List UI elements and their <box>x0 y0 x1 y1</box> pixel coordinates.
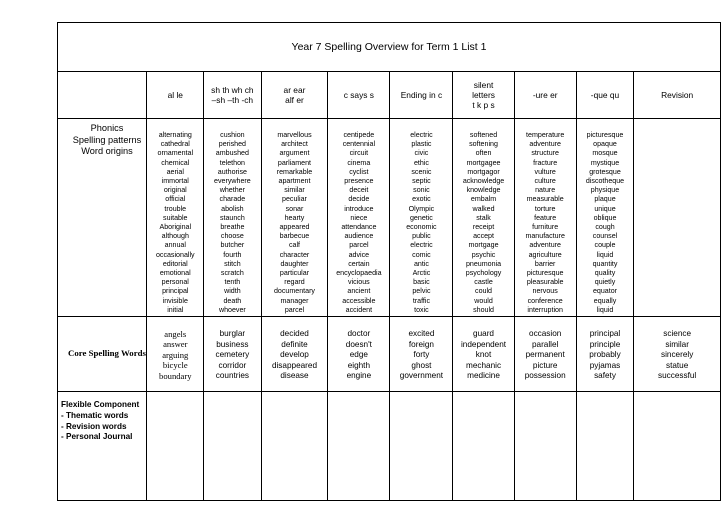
flexible-cell <box>204 392 262 500</box>
phonics-word: encyclopaedia <box>336 269 382 278</box>
core-word: corridor <box>218 360 247 370</box>
core-word: forty <box>413 350 430 360</box>
core-word: parallel <box>531 339 559 349</box>
core-word: engine <box>346 371 372 381</box>
header-sh-th-wh-ch: sh th wh ch –sh –th -ch <box>204 71 262 118</box>
phonics-list-al-le <box>147 119 204 316</box>
phonics-word: mosque <box>592 149 618 158</box>
phonics-word: exotic <box>412 195 431 204</box>
phonics-word: similar <box>284 186 305 195</box>
phonics-word: grotesque <box>589 167 621 176</box>
core-spelling-row <box>58 317 720 392</box>
phonics-word: annual <box>164 241 186 250</box>
core-word: government <box>399 371 444 381</box>
phonics-word: couple <box>594 241 616 250</box>
phonics-word: septic <box>412 177 431 186</box>
phonics-word: documentary <box>273 287 315 296</box>
header-al-le: al le <box>147 71 204 118</box>
core-list-ar-ear <box>262 317 329 391</box>
phonics-word: plaque <box>594 195 616 204</box>
phonics-list-silent-letters <box>453 119 514 316</box>
spelling-overview-table <box>57 22 721 501</box>
phonics-word: everywhere <box>214 177 251 186</box>
phonics-word: sonar <box>285 204 304 213</box>
phonics-word: scratch <box>220 269 244 278</box>
phonics-word: Aboriginal <box>159 223 192 232</box>
phonics-word: original <box>163 186 187 195</box>
phonics-word: initial <box>167 305 184 314</box>
phonics-word: appeared <box>279 223 310 232</box>
phonics-word: official <box>165 195 186 204</box>
phonics-list-sh-th <box>204 119 262 316</box>
core-word: safety <box>594 371 616 381</box>
phonics-word: nature <box>535 186 556 195</box>
phonics-word: parcel <box>284 305 305 314</box>
phonics-word: perished <box>218 140 246 149</box>
core-word: independent <box>460 339 507 349</box>
phonics-word: agriculture <box>528 250 562 259</box>
phonics-word: sonic <box>413 186 430 195</box>
core-word: occasion <box>529 329 562 338</box>
phonics-word: introduce <box>344 204 374 213</box>
phonics-word: liquid <box>596 250 614 259</box>
phonics-word: softened <box>469 131 498 139</box>
phonics-word: attendance <box>341 223 377 232</box>
phonics-word: vicious <box>348 278 370 287</box>
phonics-word: antic <box>413 259 429 268</box>
core-word: burglar <box>219 329 246 338</box>
phonics-word: centennial <box>342 140 376 149</box>
phonics-list-ending-in-c <box>390 119 453 316</box>
phonics-word: equator <box>592 287 618 296</box>
core-label-cell <box>58 317 147 391</box>
phonics-word: marvellous <box>277 131 312 139</box>
phonics-word: would <box>474 296 493 305</box>
phonics-word: chemical <box>161 158 190 167</box>
phonics-word: ambushed <box>215 149 249 158</box>
phonics-word: softening <box>469 140 498 149</box>
core-list-c-says-s <box>328 317 390 391</box>
phonics-word: economic <box>406 223 437 232</box>
phonics-word: oblique <box>593 213 617 222</box>
phonics-word: mortgagor <box>467 167 500 176</box>
phonics-word: character <box>279 250 310 259</box>
phonics-word: receipt <box>472 223 495 232</box>
phonics-word: manager <box>280 296 309 305</box>
phonics-word: discotheque <box>585 177 625 186</box>
core-word: doctor <box>347 329 371 338</box>
flexible-cell <box>515 392 577 500</box>
phonics-word: peculiar <box>282 195 307 204</box>
phonics-word: unique <box>594 204 616 213</box>
header-ure-er: -ure er <box>515 71 577 118</box>
core-word: medicine <box>467 371 500 381</box>
core-list-ure-er <box>515 317 577 391</box>
phonics-word: charade <box>219 195 246 204</box>
core-word: decided <box>280 329 309 338</box>
phonics-word: tenth <box>224 278 241 287</box>
header-ar-ear: ar ear alf er <box>262 71 329 118</box>
phonics-word: accessible <box>342 296 376 305</box>
phonics-word: principal <box>162 287 189 296</box>
column-header-row <box>58 71 720 119</box>
page-title: Year 7 Spelling Overview for Term 1 List 1 <box>291 41 487 53</box>
phonics-word: furniture <box>532 223 559 232</box>
phonics-word: temperature <box>526 131 565 139</box>
phonics-word: width <box>224 287 241 296</box>
core-word: foreign <box>408 339 434 349</box>
phonics-label: Phonics Spelling patterns Word origins <box>72 123 142 156</box>
core-list-que-qu <box>577 317 635 391</box>
phonics-word: regard <box>284 278 305 287</box>
phonics-word: although <box>161 232 189 241</box>
phonics-word: ancient <box>347 287 371 296</box>
core-list-silent-letters <box>453 317 514 391</box>
phonics-word: could <box>475 287 493 296</box>
phonics-word: Olympic <box>408 204 435 213</box>
core-list-al-le <box>147 317 204 391</box>
phonics-word: nervous <box>532 287 558 296</box>
phonics-word: basic <box>413 278 430 287</box>
phonics-word: calf <box>288 241 300 250</box>
phonics-word: barbecue <box>279 232 310 241</box>
phonics-word: public <box>412 232 431 241</box>
core-word: cemetery <box>215 350 250 360</box>
flexible-cell <box>147 392 204 500</box>
phonics-word: butcher <box>220 241 245 250</box>
phonics-word: authorise <box>217 167 247 176</box>
phonics-word: plastic <box>411 140 432 149</box>
phonics-word: parcel <box>349 241 369 250</box>
phonics-word: audience <box>344 232 374 241</box>
phonics-word: immortal <box>161 177 189 186</box>
phonics-word: editorial <box>162 259 188 268</box>
flexible-component-row <box>58 392 720 500</box>
core-word: similar <box>665 339 689 349</box>
phonics-word: fourth <box>223 250 242 259</box>
phonics-word: acknowledge <box>462 177 505 186</box>
phonics-word: stitch <box>224 259 241 268</box>
core-word: countries <box>215 371 249 381</box>
core-word: excited <box>408 329 435 338</box>
core-word: arguing <box>162 349 189 360</box>
header-ending-in-c: Ending in c <box>390 71 453 118</box>
phonics-word: pleasurable <box>526 278 564 287</box>
core-word: principle <box>589 339 621 349</box>
core-word: edge <box>349 350 368 360</box>
phonics-word: psychic <box>471 250 496 259</box>
phonics-word: comic <box>412 250 431 259</box>
phonics-word: mortgage <box>468 241 499 250</box>
core-word: answer <box>163 339 188 350</box>
header-corner-cell <box>58 71 147 118</box>
phonics-word: pneumonia <box>465 259 502 268</box>
phonics-word: emotional <box>159 269 191 278</box>
phonics-word: hearty <box>284 213 305 222</box>
phonics-word: structure <box>531 149 559 158</box>
phonics-list-que-qu <box>577 119 635 316</box>
core-word: mechanic <box>466 360 502 370</box>
phonics-word: feature <box>534 213 557 222</box>
phonics-word: personal <box>161 278 189 287</box>
header-silent-letters: silent letters t k p s <box>453 71 514 118</box>
phonics-word: quantity <box>592 259 618 268</box>
flexible-cell <box>634 392 720 500</box>
phonics-word: embalm <box>470 195 497 204</box>
phonics-word: abolish <box>221 204 244 213</box>
phonics-word: knowledge <box>466 186 501 195</box>
core-word: sincerely <box>660 350 694 360</box>
phonics-word: castle <box>474 278 493 287</box>
core-word: boundary <box>159 370 192 381</box>
core-label: Core Spelling Words <box>68 348 146 358</box>
header-revision: Revision <box>661 89 694 100</box>
flexible-cell <box>390 392 453 500</box>
core-word: science <box>663 329 692 338</box>
phonics-list-c-says-s <box>328 119 390 316</box>
phonics-list-ure-er <box>515 119 577 316</box>
phonics-word: alternating <box>158 131 192 139</box>
phonics-word: niece <box>350 213 368 222</box>
flexible-cell <box>453 392 514 500</box>
phonics-word: accident <box>345 305 373 314</box>
phonics-word: fracture <box>533 158 558 167</box>
phonics-word: cinema <box>347 158 371 167</box>
phonics-word: aerial <box>166 167 184 176</box>
phonics-word: culture <box>534 177 556 186</box>
phonics-word: breathe <box>220 223 245 232</box>
phonics-word: presence <box>344 177 374 186</box>
phonics-word: Arctic <box>412 269 431 278</box>
core-word: eighth <box>347 360 371 370</box>
phonics-word: traffic <box>412 296 431 305</box>
phonics-word: scenic <box>411 167 432 176</box>
phonics-word: mortgagee <box>466 158 501 167</box>
core-word: knot <box>475 350 492 360</box>
core-word: bicycle <box>162 360 188 371</box>
core-word: principal <box>589 329 621 338</box>
phonics-word: advice <box>348 250 370 259</box>
core-word: doesn't <box>345 339 372 349</box>
phonics-word: toxic <box>414 305 429 314</box>
core-word: develop <box>280 350 309 360</box>
phonics-word: electric <box>410 241 433 250</box>
core-list-sh-th <box>204 317 262 391</box>
phonics-word: parliament <box>277 158 312 167</box>
core-word: successful <box>658 371 697 381</box>
core-list-ending-in-c <box>390 317 453 391</box>
phonics-word: whoever <box>218 305 246 314</box>
phonics-word: argument <box>279 149 310 158</box>
phonics-word: accept <box>473 232 494 241</box>
phonics-word: certain <box>348 259 370 268</box>
phonics-word: pelvic <box>412 287 431 296</box>
core-word: angels <box>164 329 187 339</box>
phonics-word: conference <box>527 296 563 305</box>
phonics-word: electric <box>410 131 433 139</box>
phonics-word: barrier <box>534 259 556 268</box>
phonics-word: cushion <box>220 131 245 139</box>
phonics-list-ar-ear <box>262 119 329 316</box>
phonics-word: deceit <box>349 186 369 195</box>
phonics-word: apartment <box>278 177 311 186</box>
phonics-word: equally <box>593 296 617 305</box>
phonics-word: cough <box>595 223 615 232</box>
phonics-word: stalk <box>476 213 491 222</box>
flexible-label-cell <box>58 392 147 500</box>
phonics-word: vulture <box>534 167 556 176</box>
phonics-word: adventure <box>529 140 561 149</box>
phonics-word: civic <box>414 149 429 158</box>
phonics-word: interruption <box>527 305 563 314</box>
flexible-label: Flexible Component - Thematic words - Revision words - Personal Journal <box>61 400 140 442</box>
core-word: disease <box>280 371 309 381</box>
phonics-word: centipede <box>343 131 375 139</box>
phonics-word: opaque <box>593 140 617 149</box>
phonics-word: picturesque <box>586 131 624 139</box>
phonics-word: cyclist <box>349 167 369 176</box>
phonics-word: staunch <box>219 213 245 222</box>
core-word: pyjamas <box>589 360 621 370</box>
phonics-word: walked <box>472 204 495 213</box>
flexible-cell <box>262 392 329 500</box>
core-word: business <box>216 339 249 349</box>
phonics-word: remarkable <box>276 167 313 176</box>
core-word: probably <box>589 350 621 360</box>
phonics-word: particular <box>279 269 310 278</box>
phonics-word: physique <box>590 186 620 195</box>
phonics-word: occasionally <box>155 250 195 259</box>
header-c-says-s: c says s <box>328 71 390 118</box>
phonics-word: torture <box>534 204 556 213</box>
phonics-word: death <box>223 296 242 305</box>
phonics-word: adventure <box>529 241 561 250</box>
phonics-word: should <box>473 305 494 314</box>
phonics-row <box>58 119 720 317</box>
core-word: ghost <box>411 360 432 370</box>
phonics-word: telethon <box>219 158 245 167</box>
phonics-word: mystique <box>590 158 620 167</box>
core-word: disappeared <box>271 360 318 370</box>
core-word: definite <box>281 339 308 349</box>
core-word: statue <box>665 360 689 370</box>
core-list-revision <box>634 317 720 391</box>
flexible-cell <box>328 392 390 500</box>
phonics-word: picturesque <box>526 269 564 278</box>
phonics-word: ethic <box>413 158 429 167</box>
header-que-qu: -que qu <box>577 71 635 118</box>
phonics-list-revision <box>634 119 720 316</box>
phonics-word: quality <box>594 269 616 278</box>
core-word: permanent <box>525 350 565 360</box>
title-row <box>58 23 720 72</box>
phonics-word: often <box>475 149 492 158</box>
phonics-word: cathedral <box>160 140 190 149</box>
phonics-word: circuit <box>349 149 369 158</box>
phonics-word: manufacture <box>525 232 565 241</box>
phonics-word: architect <box>281 140 308 149</box>
phonics-word: ornamental <box>157 149 194 158</box>
core-word: guard <box>473 329 494 338</box>
phonics-word: psychology <box>465 269 502 278</box>
core-word: picture <box>532 360 558 370</box>
core-word: possession <box>524 371 566 381</box>
phonics-word: quietly <box>594 278 616 287</box>
phonics-word: suitable <box>163 213 188 222</box>
phonics-word: whether <box>219 186 245 195</box>
phonics-word: decide <box>348 195 370 204</box>
phonics-label-cell <box>58 119 147 316</box>
phonics-word: choose <box>220 232 244 241</box>
phonics-word: invisible <box>162 296 188 305</box>
phonics-word: measurable <box>526 195 564 204</box>
phonics-word: trouble <box>164 204 187 213</box>
flexible-cell <box>577 392 635 500</box>
phonics-word: liquid <box>596 305 614 314</box>
phonics-word: genetic <box>409 213 433 222</box>
phonics-word: daughter <box>280 259 309 268</box>
phonics-word: counsel <box>592 232 618 241</box>
